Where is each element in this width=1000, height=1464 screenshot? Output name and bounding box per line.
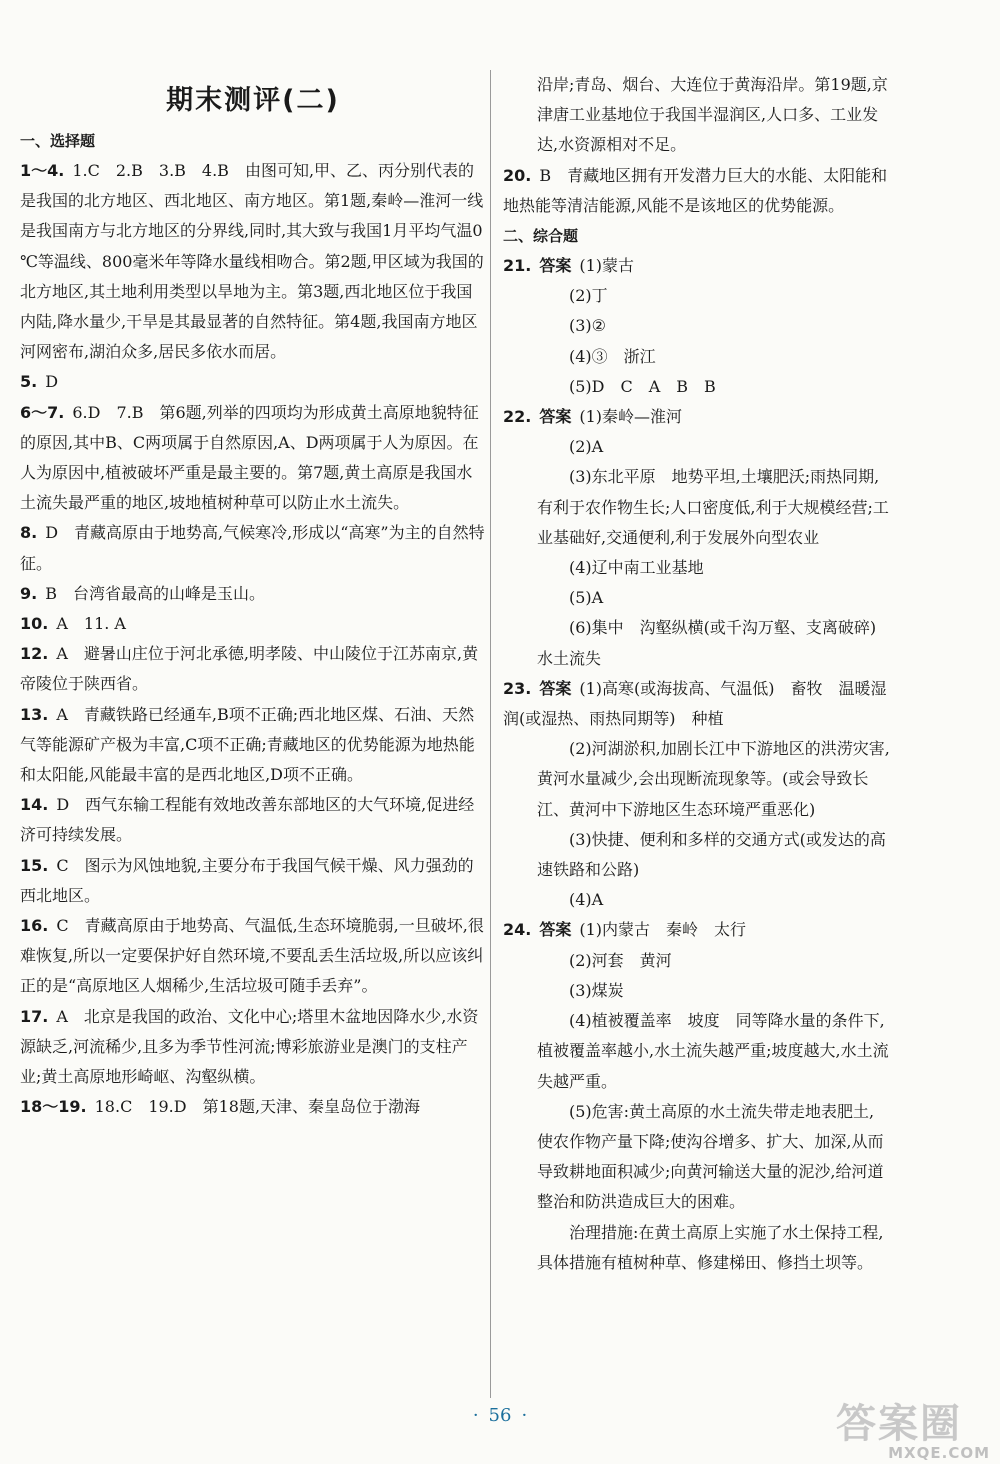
question-number: 22. bbox=[503, 407, 532, 427]
item-text: A 11. A bbox=[56, 614, 126, 634]
item-number: 13. bbox=[20, 704, 49, 724]
answer-part: (1)内蒙古 秦岭 太行 bbox=[579, 920, 747, 940]
question-20: 20. B 青藏地区拥有开发潜力巨大的水能、太阳能和地热能等清洁能源,风能不是该地区的优势能源。 bbox=[503, 165, 888, 215]
question-21 bbox=[503, 251, 890, 281]
answer-part: (5)危害:黄土高原的水土流失带走地表肥土,使农作物产量下降;使沟谷增多、扩大、加深,从而导致耕地面积减少;向黄河输送大量的泥沙,给河道整治和防洪造成巨大的困难。 bbox=[537, 1101, 884, 1212]
item-text: 1.C 2.B 3.B 4.B 由图可知,甲、乙、丙分别代表的是我国的北方地区、西北地区、南方地区。第1题,秦岭—淮河一线是我国南方与北方地区的分界线,同时,其大致与我国1月平均气温0 ℃等温线、800毫米年等降水量线相吻合。第2题,甲区域为我国的北方地区,其土地利用类型以旱地为主。第3题,西北地区位于我国内陆,降水量少,干旱是其最显著的自然特征。第4题,我国南方地区河网密布,湖泊众多,居民多依水而居。 bbox=[20, 161, 484, 362]
answer-part: (5)D C A B B bbox=[569, 376, 716, 396]
item-number: 5. bbox=[20, 372, 38, 392]
answer-item bbox=[20, 518, 486, 578]
item-number: 1～4. bbox=[20, 161, 65, 180]
answer-part: (4)③ 浙江 bbox=[569, 346, 656, 366]
item-text: D 青藏高原由于地势高,气候寒冷,形成以“高寒”为主的自然特征。 bbox=[20, 523, 485, 573]
page-number: · 56 · bbox=[472, 1405, 528, 1426]
answer-part: (3)东北平原 地势平坦,土壤肥沃;雨热同期,有利于农作物生长;人口密度低,利于大规模经营;工业基础好,交通便利,利于发展外向型农业 bbox=[537, 467, 889, 547]
answer-item bbox=[20, 1002, 486, 1093]
answer-part: (1)秦岭—淮河 bbox=[579, 407, 683, 427]
answer-item bbox=[20, 700, 486, 791]
item-text: 6.D 7.B 第6题,列举的四项均为形成黄土高原地貌特征的原因,其中B、C两项属于自然原因,A、D两项属于人为原因。在人为原因中,植被破坏严重是最主要的。第7题,黄土高原是我国水土流失最严重的地区,坡地植树种草可以防止水土流失。 bbox=[20, 402, 479, 513]
item-text: C 青藏高原由于地势高、气温低,生态环境脆弱,一旦破坏,很难恢复,所以一定要保护好自然环境,不要乱丢生活垃圾,所以应该纠正的是“高原地区人烟稀少,生活垃圾可随手丢弃”。 bbox=[20, 916, 484, 996]
answer-part: 治理措施:在黄土高原上实施了水土保持工程,具体措施有植树种草、修建梯田、修挡土坝等。 bbox=[537, 1222, 884, 1272]
item-number: 17. bbox=[20, 1006, 49, 1026]
answer-item bbox=[20, 851, 486, 911]
item-number: 8. bbox=[20, 523, 38, 543]
right-column bbox=[503, 70, 893, 1278]
answer-item bbox=[20, 398, 486, 519]
item-number: 14. bbox=[20, 795, 49, 815]
page-title: 期末测评(二) bbox=[166, 85, 340, 116]
item-text: A 青藏铁路已经通车,B项不正确;西北地区煤、石油、天然气等能源矿产极为丰富,C项不正确;青藏地区的优势能源为地热能和太阳能,风能最丰富的是西北地区,D项不正确。 bbox=[20, 704, 475, 785]
answer-item bbox=[20, 639, 486, 699]
item-number: 9. bbox=[20, 583, 38, 603]
item-text: A 避暑山庄位于河北承德,明孝陵、中山陵位于江苏南京,黄帝陵位于陕西省。 bbox=[20, 644, 479, 694]
item-text: A 北京是我国的政治、文化中心;塔里木盆地因降水少,水资源缺乏,河流稀少,且多为季节性河流;博彩旅游业是澳门的支柱产业;黄土高原地形崎岖、沟壑纵横。 bbox=[20, 1006, 479, 1087]
item-number: 10. bbox=[20, 614, 49, 634]
answer-part: (3)煤炭 bbox=[569, 980, 624, 1000]
answer-label: 答案 bbox=[539, 920, 572, 940]
question-number: 24. bbox=[503, 920, 532, 940]
item-number: 12. bbox=[20, 644, 49, 664]
item-text: D bbox=[45, 372, 59, 392]
answer-item bbox=[20, 911, 486, 1002]
answer-item bbox=[20, 579, 486, 609]
answer-part: (4)植被覆盖率 坡度 同等降水量的条件下,植被覆盖率越小,水土流失越严重;坡度越大,水土流失越严重。 bbox=[537, 1011, 889, 1091]
answer-part: (5)A bbox=[569, 588, 604, 608]
continuation-text: 沿岸;青岛、烟台、大连位于黄海沿岸。第19题,京津唐工业基地位于我国半湿润区,人口多、工业发达,水资源相对不足。 bbox=[537, 75, 888, 155]
watermark-logo: 答案圈 MXQE.COM bbox=[836, 1401, 990, 1462]
answer-part: (6)集中 沟壑纵横(或千沟万壑、支离破碎) 水土流失 bbox=[537, 618, 893, 668]
question-24 bbox=[503, 915, 890, 945]
answer-part: (4)辽中南工业基地 bbox=[569, 558, 704, 578]
answer-label: 答案 bbox=[539, 407, 572, 427]
column-divider bbox=[490, 70, 491, 1398]
item-number: 16. bbox=[20, 916, 49, 936]
item-text: 18.C 19.D 第18题,天津、秦皇岛位于渤海 bbox=[94, 1097, 421, 1117]
answer-item bbox=[20, 609, 486, 639]
answer-item bbox=[20, 367, 486, 397]
answer-part: (2)丁 bbox=[569, 286, 608, 306]
answer-label: 答案 bbox=[539, 678, 572, 698]
answer-part: (4)A bbox=[569, 890, 604, 910]
item-text: B 台湾省最高的山峰是玉山。 bbox=[45, 583, 265, 603]
question-number: 23. bbox=[503, 678, 532, 698]
question-22 bbox=[503, 402, 890, 432]
question-23 bbox=[503, 674, 890, 734]
answer-part: (1)高寒(或海拔高、气温低) 畜牧 温暖湿润(或湿热、雨热同期等) 种植 bbox=[503, 678, 887, 729]
answer-part: (1)蒙古 bbox=[579, 256, 635, 276]
item-number: 15. bbox=[20, 855, 49, 875]
answer-part: (2)河湖淤积,加剧长江中下游地区的洪涝灾害,黄河水量减少,会出现断流现象等。(或会导致长江、黄河中下游地区生态环境严重恶化) bbox=[537, 739, 890, 819]
answer-label: 答案 bbox=[539, 256, 572, 276]
left-items bbox=[20, 156, 486, 1123]
answer-item bbox=[20, 156, 486, 367]
item-text: D 西气东输工程能有效地改善东部地区的大气环境,促进经济可持续发展。 bbox=[20, 795, 475, 845]
composite-questions bbox=[503, 251, 893, 1278]
section-heading-composite: 二、综合题 bbox=[503, 227, 579, 246]
answer-part: (3)快捷、便利和多样的交通方式(或发达的高速铁路和公路) bbox=[537, 829, 886, 880]
answer-part: (3)② bbox=[569, 316, 607, 336]
answer-item bbox=[20, 790, 486, 850]
question-number: 21. bbox=[503, 256, 532, 276]
answer-item bbox=[20, 1092, 486, 1122]
item-number: 6～7. bbox=[20, 402, 65, 422]
answer-part: (2)A bbox=[569, 437, 604, 457]
left-column bbox=[20, 126, 486, 1123]
answer-part: (2)河套 黄河 bbox=[569, 950, 672, 970]
item-text: C 图示为风蚀地貌,主要分布于我国气候干燥、风力强劲的西北地区。 bbox=[20, 855, 474, 905]
item-number: 18～19. bbox=[20, 1097, 87, 1117]
section-heading-choice: 一、选择题 bbox=[20, 132, 96, 150]
